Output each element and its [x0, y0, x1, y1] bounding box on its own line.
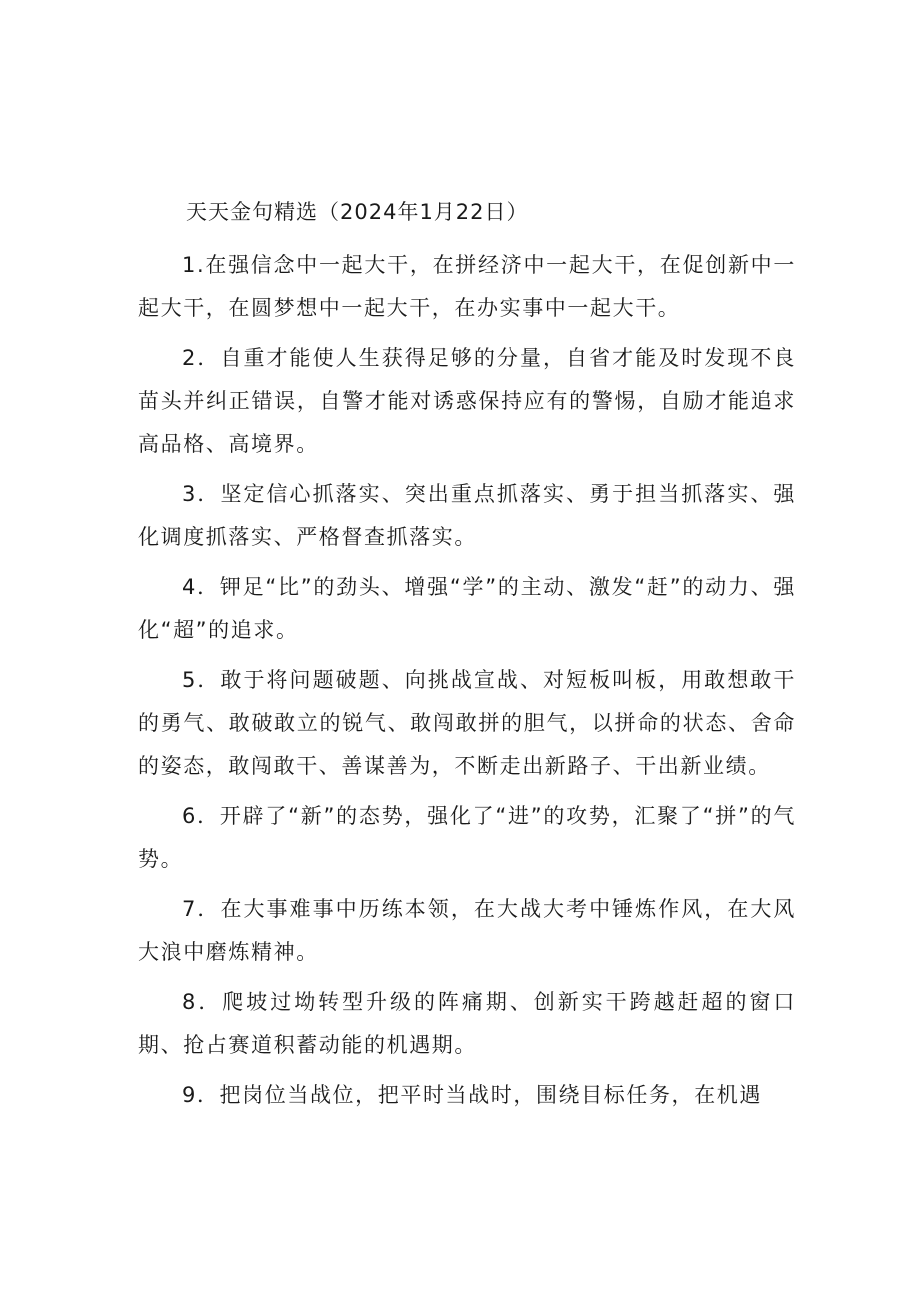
quote-item-4: 4．钾足“比”的劲头、增强“学”的主动、激发“赶”的动力、强化“超”的追求。: [138, 575, 796, 642]
quote-item-8: 8．爬坡过坳转型升级的阵痛期、创新实干跨越赶超的窗口期、抢占赛道积蓄动能的机遇期。: [138, 990, 796, 1057]
quote-item-7: 7．在大事难事中历练本领，在大战大考中锤炼作风，在大风大浪中磨炼精神。: [138, 897, 796, 964]
document-title: 天天金句精选（2024年1月22日）: [186, 200, 529, 224]
quote-item-2: 2．自重才能使人生获得足够的分量，自省才能及时发现不良苗头并纠正错误，自警才能对诱惑保持应有的警惕，自励才能追求高品格、高境界。: [138, 346, 796, 456]
quote-item-1: 1.在强信念中一起大干，在拼经济中一起大干，在促创新中一起大干，在圆梦想中一起大干，在办实事中一起大干。: [138, 253, 796, 320]
quote-item-5: 5．敢于将问题破题、向挑战宣战、对短板叫板，用敢想敢干的勇气、敢破敢立的锐气、敢闯敢拼的胆气，以拼命的状态、舍命的姿态，敢闯敢干、善谋善为，不断走出新路子、干出新业绩。: [138, 668, 796, 778]
quote-item-9: 9．把岗位当战位，把平时当战时，围绕目标任务，在机遇: [182, 1083, 762, 1107]
quote-list: [138, 244, 796, 1124]
quote-item-6: 6．开辟了“新”的态势，强化了“进”的攻势，汇聚了“拼”的气势。: [138, 804, 796, 871]
quote-item-3: 3．坚定信心抓落实、突出重点抓落实、勇于担当抓落实、强化调度抓落实、严格督查抓落实。: [138, 482, 796, 549]
